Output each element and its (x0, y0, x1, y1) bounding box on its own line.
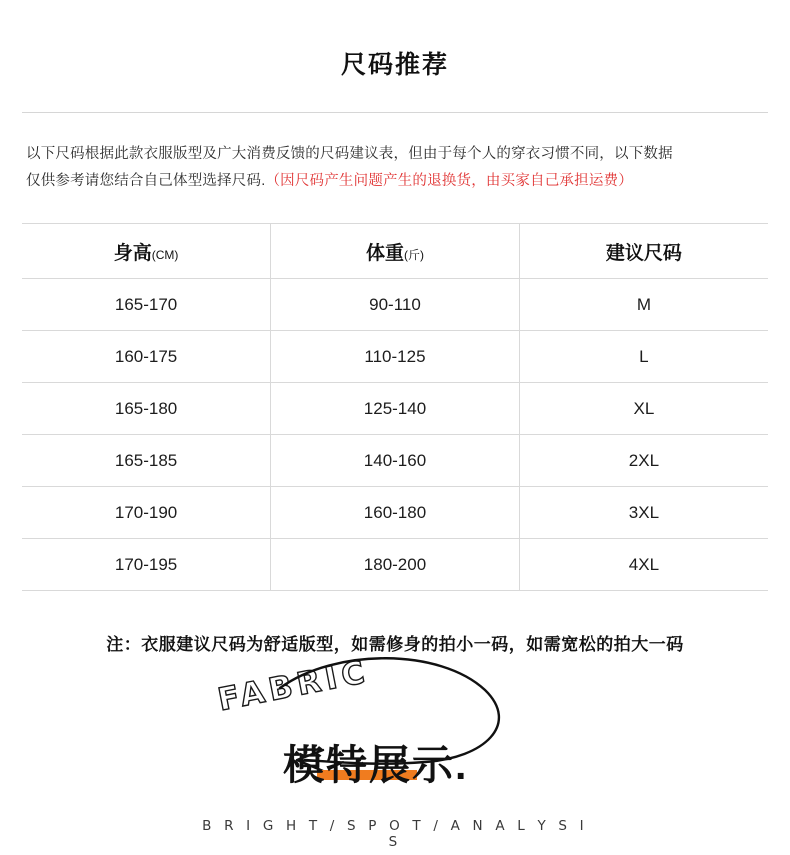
table-row (22, 435, 768, 487)
showcase-inner (195, 640, 595, 855)
cell-height: 170-190 (22, 487, 271, 539)
cell-weight: 125-140 (271, 383, 520, 435)
cell-height: 165-180 (22, 383, 271, 435)
cell-weight: 110-125 (271, 331, 520, 383)
cell-height: 160-175 (22, 331, 271, 383)
cell-size: 3XL (519, 487, 768, 539)
column-header-weight-unit: (斤) (403, 247, 424, 262)
size-table-body (22, 279, 768, 591)
column-header-size-label: 建议尺码 (605, 242, 682, 264)
size-chart-section (22, 18, 768, 672)
size-table (22, 223, 768, 591)
size-chart-intro (22, 127, 768, 209)
cell-height: 165-170 (22, 279, 271, 331)
table-header-row (22, 224, 768, 279)
title-divider (22, 112, 768, 113)
showcase-headline-text: 模特展示 (283, 742, 455, 788)
cell-weight: 90-110 (271, 279, 520, 331)
showcase-section (0, 640, 790, 855)
cell-weight: 140-160 (271, 435, 520, 487)
column-header-size (519, 224, 768, 279)
cell-size: XL (519, 383, 768, 435)
table-row (22, 331, 768, 383)
column-header-weight-label: 体重 (365, 242, 404, 264)
cell-size: 2XL (519, 435, 768, 487)
cell-size: L (519, 331, 768, 383)
showcase-subline: B R I G H T / S P O T / A N A L Y S I S (202, 818, 588, 850)
page-title: 尺码推荐 (340, 50, 449, 79)
cell-weight: 180-200 (271, 539, 520, 591)
showcase-headline (283, 732, 468, 791)
cell-weight: 160-180 (271, 487, 520, 539)
intro-warning: （因尺码产生问题产生的退换货，由买家自己承担运费） (265, 172, 633, 189)
showcase-headline-period: . (455, 742, 469, 788)
cell-size: M (519, 279, 768, 331)
cell-height: 170-195 (22, 539, 271, 591)
table-row (22, 383, 768, 435)
table-row (22, 279, 768, 331)
column-header-weight (271, 224, 520, 279)
column-header-height-label: 身高 (113, 242, 152, 264)
cell-height: 165-185 (22, 435, 271, 487)
size-table-header (22, 224, 768, 279)
size-note: 注：衣服建议尺码为舒适版型，如需修身的拍小一码，如需宽松的拍大一码 (106, 635, 684, 655)
headline-wrap (283, 732, 583, 786)
intro-line-2-prefix: 仅供参考请您结合自己体型选择尺码. (26, 172, 266, 189)
cell-size: 4XL (519, 539, 768, 591)
column-header-height (22, 224, 271, 279)
table-row (22, 487, 768, 539)
column-header-height-unit: (CM) (151, 247, 179, 262)
table-row (22, 539, 768, 591)
fabric-outline-text: FABRIC (214, 653, 373, 719)
intro-line-1: 以下尺码根据此款衣服版型及广大消费反馈的尺码建议表，但由于每个人的穿衣习惯不同，以下数据 (26, 146, 673, 162)
